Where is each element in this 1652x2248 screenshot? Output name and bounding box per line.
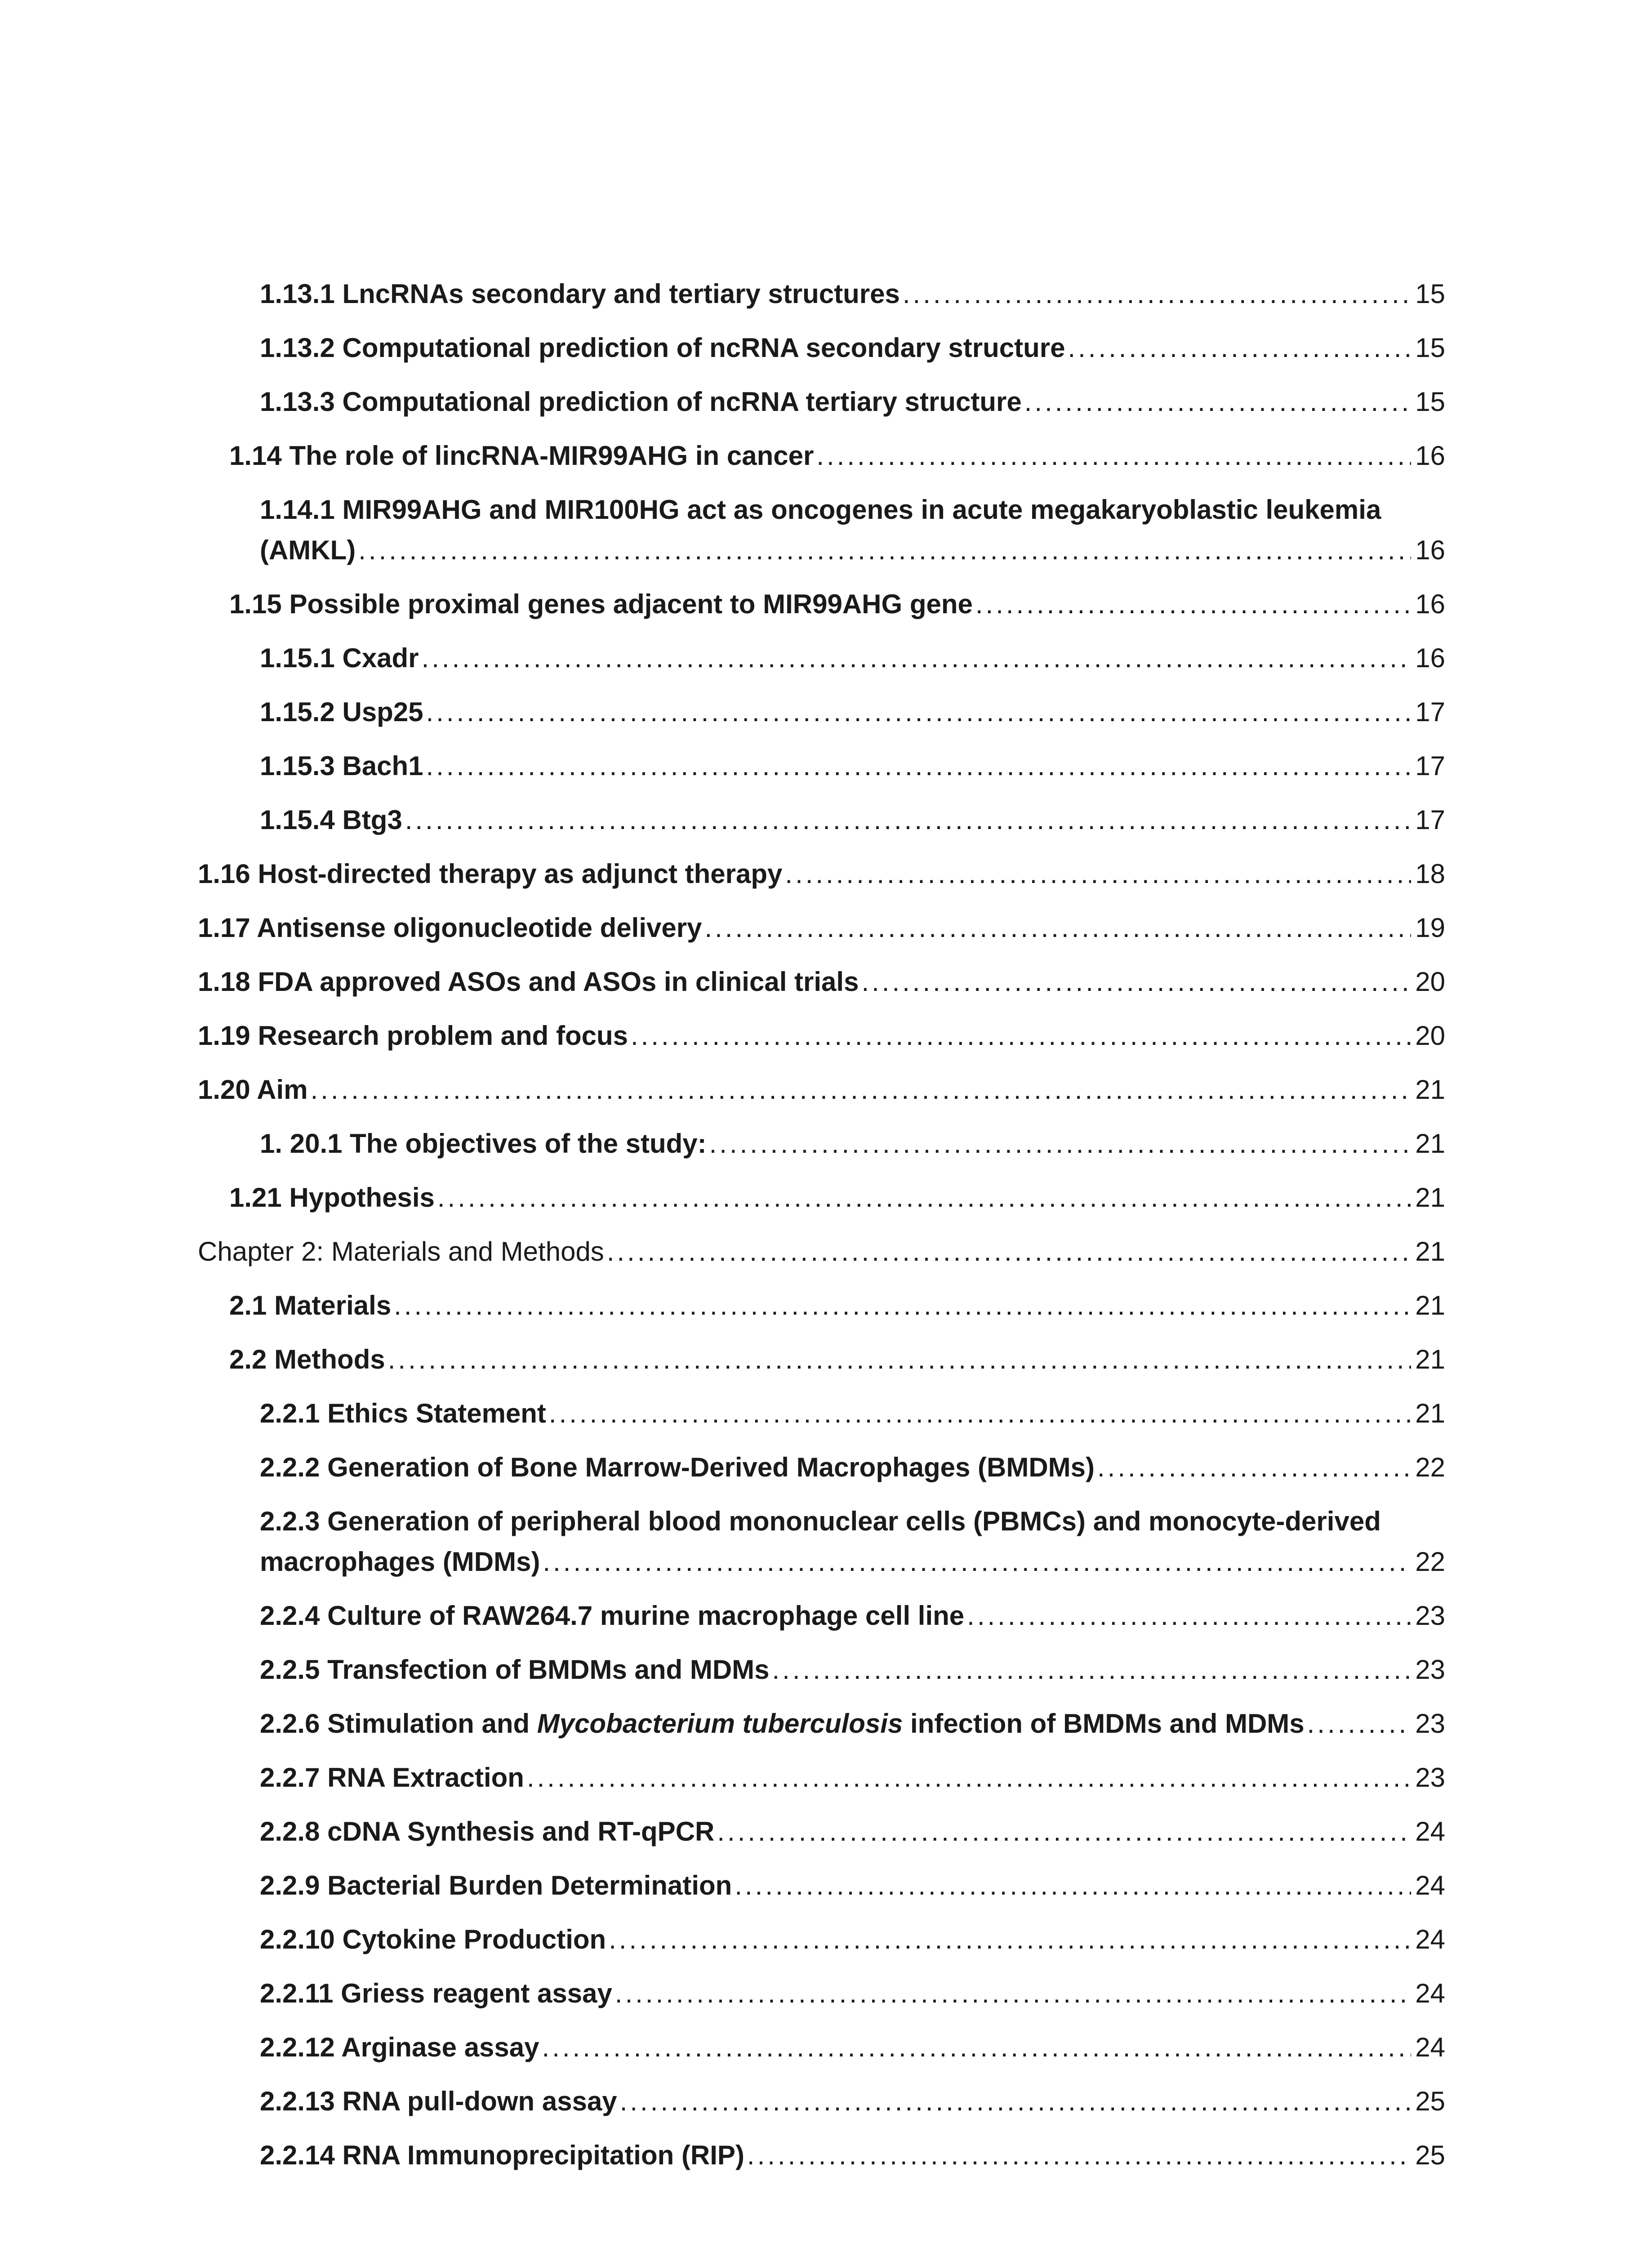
- leader-dots: [975, 588, 1411, 620]
- toc-entry[interactable]: [260, 1977, 1445, 2010]
- toc-entry-title: (AMKL): [260, 535, 356, 565]
- toc-page-number: 24: [1415, 2032, 1445, 2062]
- leader-dots: [816, 440, 1411, 472]
- toc-page-number: 23: [1415, 1708, 1445, 1739]
- toc-entry[interactable]: [260, 2139, 1445, 2172]
- leader-dots: [709, 1128, 1411, 1160]
- toc-page-number: 23: [1415, 1601, 1445, 1631]
- toc-entry-title: 2.2.10 Cytokine Production: [260, 1924, 606, 1954]
- toc-entry[interactable]: [260, 332, 1445, 364]
- leader-dots: [542, 2031, 1411, 2064]
- toc-entry[interactable]: [260, 1128, 1445, 1160]
- toc-entry-title: 1.15.4 Btg3: [260, 805, 402, 835]
- leader-dots: [861, 966, 1411, 998]
- toc-page-number: 21: [1415, 1236, 1445, 1267]
- leader-dots: [543, 1546, 1411, 1578]
- toc-entry[interactable]: [229, 1289, 1445, 1322]
- leader-dots: [609, 1923, 1411, 1956]
- toc-entry-title: 1.15.2 Usp25: [260, 697, 423, 727]
- toc-entry[interactable]: [260, 642, 1445, 674]
- toc-entry-title: 2.2.12 Arginase assay: [260, 2032, 539, 2062]
- toc-page-number: 16: [1415, 441, 1445, 471]
- toc-entry[interactable]: [198, 1236, 1445, 1268]
- toc-page-number: 17: [1415, 751, 1445, 781]
- toc-page-number: 21: [1415, 1290, 1445, 1320]
- toc-page-number: 15: [1415, 333, 1445, 363]
- toc-entry[interactable]: [260, 1397, 1445, 1430]
- toc-entry-title: 1.20 Aim: [198, 1075, 308, 1105]
- toc-entry-title: 2.2.4 Culture of RAW264.7 murine macrophage cell line: [260, 1601, 965, 1631]
- toc-entry-title: 1.15.1 Cxadr: [260, 643, 419, 673]
- toc-entry-title: 2.2.11 Griess reagent assay: [260, 1978, 612, 2008]
- toc-entry[interactable]: [260, 696, 1445, 728]
- toc-entry[interactable]: [260, 1869, 1445, 1902]
- toc-page-number: 21: [1415, 1344, 1445, 1374]
- toc-page-number: 24: [1415, 1816, 1445, 1847]
- toc-entry[interactable]: [260, 1451, 1445, 1484]
- toc-entry-title: 1.13.2 Computational prediction of ncRNA secondary structure: [260, 333, 1065, 363]
- leader-dots: [549, 1397, 1411, 1430]
- leader-dots: [1024, 386, 1411, 418]
- toc-page-number: 19: [1415, 913, 1445, 943]
- toc-entry[interactable]: [198, 1020, 1445, 1052]
- leader-dots: [1097, 1451, 1411, 1484]
- leader-dots: [422, 642, 1411, 674]
- leader-dots: [388, 1343, 1411, 1376]
- toc-page-number: 16: [1415, 589, 1445, 619]
- toc-entry[interactable]: [260, 1923, 1445, 1956]
- toc-entry[interactable]: [198, 912, 1445, 944]
- toc-entry[interactable]: [260, 494, 1445, 566]
- toc-entry-title: macrophages (MDMs): [260, 1547, 540, 1577]
- leader-dots: [437, 1182, 1411, 1214]
- toc-page-number: 17: [1415, 697, 1445, 727]
- toc-page-number: 16: [1415, 535, 1445, 565]
- toc-page-number: 25: [1415, 2086, 1445, 2116]
- toc-entry-title: 2.2.8 cDNA Synthesis and RT-qPCR: [260, 1816, 715, 1847]
- toc-entry-title: 2.2.1 Ethics Statement: [260, 1398, 546, 1428]
- toc-page-number: 21: [1415, 1128, 1445, 1159]
- toc-entry[interactable]: [198, 858, 1445, 890]
- toc-entry-title: 1.21 Hypothesis: [229, 1182, 435, 1213]
- toc-page-number: 24: [1415, 1870, 1445, 1900]
- toc-entry[interactable]: [260, 1708, 1445, 1740]
- toc-page-number: 20: [1415, 1021, 1445, 1051]
- leader-dots: [1068, 332, 1411, 364]
- toc-entry-title: 2.2.9 Bacterial Burden Determination: [260, 1870, 732, 1900]
- toc-entry-title: 2.2.2 Generation of Bone Marrow-Derived Macrophages (BMDMs): [260, 1452, 1095, 1482]
- toc-entry-title-line1: 2.2.3 Generation of peripheral blood mononuclear cells (PBMCs) and monocyte-derived: [260, 1506, 1381, 1536]
- toc-entry-title: 1.15.3 Bach1: [260, 751, 423, 781]
- toc-page-number: 23: [1415, 1762, 1445, 1793]
- toc-entry-title: 1.15 Possible proximal genes adjacent to MIR99AHG gene: [229, 589, 973, 619]
- toc-entry[interactable]: [260, 1815, 1445, 1848]
- toc-entry-title: 1.16 Host-directed therapy as adjunct therapy: [198, 859, 783, 889]
- toc-entry-title-italic: Mycobacterium tuberculosis: [537, 1708, 903, 1739]
- leader-dots: [967, 1600, 1411, 1632]
- toc-page-number: 18: [1415, 859, 1445, 889]
- toc-entry-title: 1.17 Antisense oligonucleotide delivery: [198, 913, 702, 943]
- toc-entry-title: 2.2.5 Transfection of BMDMs and MDMs: [260, 1655, 770, 1685]
- toc-entry[interactable]: [260, 278, 1445, 310]
- toc-entry-title: 2.2.13 RNA pull-down assay: [260, 2086, 617, 2116]
- toc-entry[interactable]: [229, 1182, 1445, 1214]
- toc-entry-title: 1.18 FDA approved ASOs and ASOs in clinical trials: [198, 967, 859, 997]
- leader-dots: [311, 1074, 1411, 1106]
- toc-entry-title: 2.2 Methods: [229, 1344, 385, 1374]
- leader-dots: [426, 696, 1411, 728]
- toc-page-number: 17: [1415, 805, 1445, 835]
- toc-entry-title: 2.2.14 RNA Immunoprecipitation (RIP): [260, 2140, 744, 2170]
- toc-page-number: 24: [1415, 1978, 1445, 2008]
- toc-entry[interactable]: [260, 804, 1445, 836]
- leader-dots: [358, 534, 1411, 566]
- toc-page-number: 23: [1415, 1655, 1445, 1685]
- leader-dots: [903, 278, 1411, 310]
- toc-entry[interactable]: [198, 966, 1445, 998]
- toc-entry[interactable]: [229, 440, 1445, 472]
- toc-page-number: 21: [1415, 1182, 1445, 1213]
- toc-entry[interactable]: [198, 1074, 1445, 1106]
- toc-page-number: 24: [1415, 1924, 1445, 1954]
- toc-entry-title: 2.2.7 RNA Extraction: [260, 1762, 524, 1793]
- toc-entry-title: 1.19 Research problem and focus: [198, 1021, 628, 1051]
- toc-entry-title: [260, 1708, 1305, 1740]
- toc-entry[interactable]: [260, 2031, 1445, 2064]
- leader-dots: [772, 1654, 1412, 1686]
- toc-entry-title: 1.13.3 Computational prediction of ncRNA tertiary structure: [260, 387, 1022, 417]
- leader-dots: [394, 1289, 1411, 1322]
- toc-page-number: 20: [1415, 967, 1445, 997]
- leader-dots: [735, 1869, 1411, 1902]
- toc-page-number: 15: [1415, 279, 1445, 309]
- toc-entry-title-part: 2.2.6 Stimulation and: [260, 1708, 537, 1739]
- leader-dots: [785, 858, 1411, 890]
- toc-entry[interactable]: [260, 1505, 1445, 1578]
- toc-page-number: 22: [1415, 1452, 1445, 1482]
- toc-entry-title: 1. 20.1 The objectives of the study:: [260, 1128, 707, 1159]
- toc-entry-title: 2.1 Materials: [229, 1290, 392, 1320]
- leader-dots: [1307, 1708, 1411, 1740]
- leader-dots: [607, 1236, 1411, 1268]
- toc-page-number: 21: [1415, 1398, 1445, 1428]
- toc-entry[interactable]: [229, 588, 1445, 620]
- toc-entry[interactable]: [260, 1654, 1445, 1686]
- leader-dots: [426, 750, 1411, 782]
- toc-page-number: 22: [1415, 1547, 1445, 1577]
- leader-dots: [405, 804, 1411, 836]
- toc-chapter-title: Chapter 2: Materials and Methods: [198, 1236, 604, 1267]
- toc-entry[interactable]: [260, 1600, 1445, 1632]
- leader-dots: [747, 2139, 1411, 2172]
- leader-dots: [615, 1977, 1411, 2010]
- leader-dots: [620, 2085, 1411, 2118]
- toc-page-number: 21: [1415, 1075, 1445, 1105]
- toc-page-number: 25: [1415, 2140, 1445, 2170]
- leader-dots: [704, 912, 1411, 944]
- toc-entry-title-part: infection of BMDMs and MDMs: [903, 1708, 1305, 1739]
- toc-entry[interactable]: [260, 750, 1445, 782]
- toc-entry-title-line1: 1.14.1 MIR99AHG and MIR100HG act as oncogenes in acute megakaryoblastic leukemia: [260, 495, 1381, 525]
- toc-entry[interactable]: [260, 1762, 1445, 1794]
- toc-page-number: 16: [1415, 643, 1445, 673]
- leader-dots: [527, 1762, 1411, 1794]
- toc-entry-title: 1.13.1 LncRNAs secondary and tertiary structures: [260, 279, 900, 309]
- leader-dots: [631, 1020, 1411, 1052]
- toc-entry[interactable]: [260, 386, 1445, 418]
- toc-page-number: 15: [1415, 387, 1445, 417]
- toc-entry[interactable]: [229, 1343, 1445, 1376]
- leader-dots: [717, 1815, 1411, 1848]
- toc-entry[interactable]: [260, 2085, 1445, 2118]
- toc-entry-title: 1.14 The role of lincRNA-MIR99AHG in cancer: [229, 441, 814, 471]
